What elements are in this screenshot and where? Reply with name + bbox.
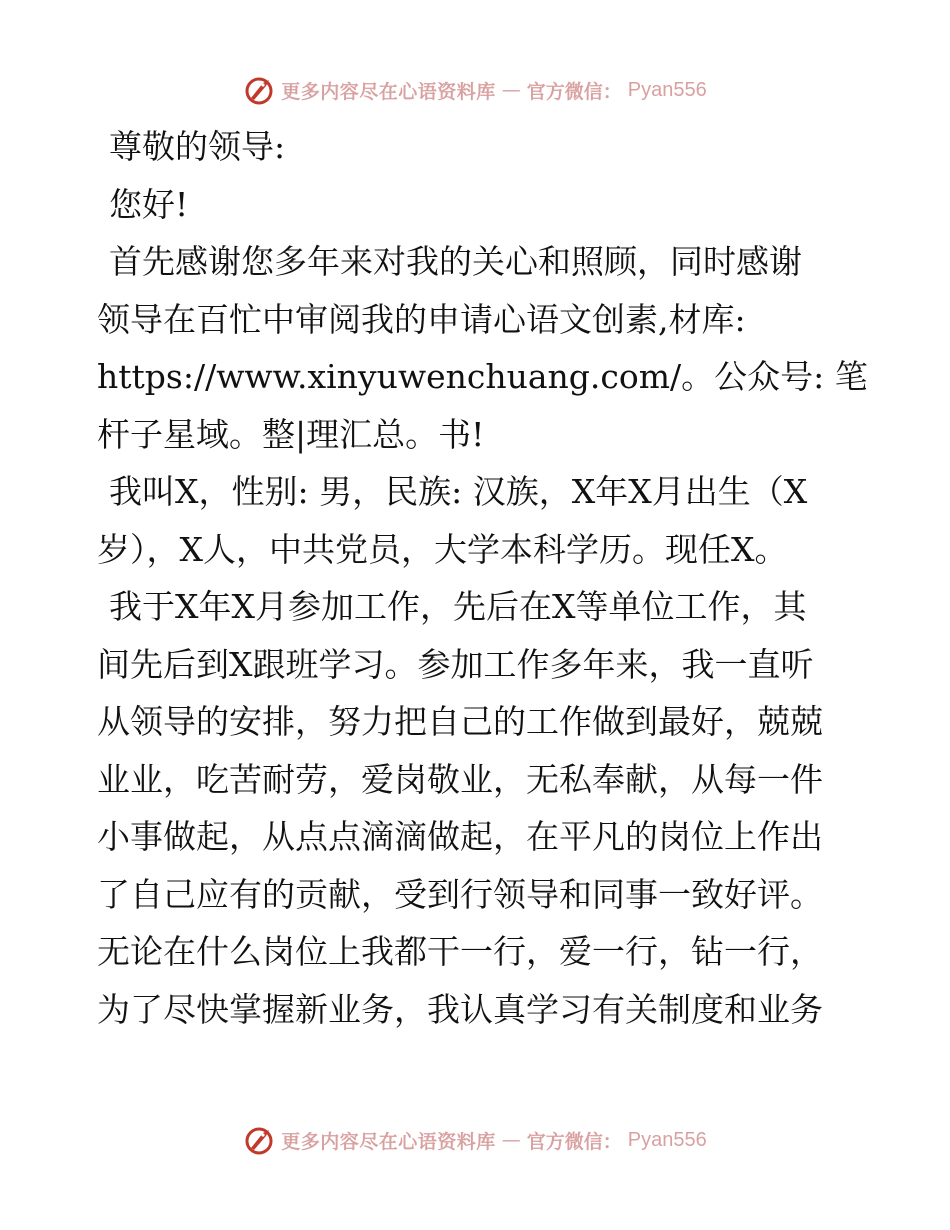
greeting-line: 您好! [109,184,189,224]
body-line: 为了尽快掌握新业务，我认真学习有关制度和业务 [97,989,823,1029]
body-line: 业业，吃苦耐劳，爱岗敬业，无私奉献，从每一件 [97,759,823,799]
body-line: 首先感谢您多年来对我的关心和照顾，同时感谢 [109,242,802,281]
body-line: 间先后到X跟班学习。参加工作多年来，我一直听 [97,644,814,684]
header-wechat-label: 官方微信： [526,80,622,103]
body-line: 我叫X，性别: 男，民族: 汉族，X年X月出生（X [109,472,808,511]
footer-banner-dash: — [501,1129,521,1151]
pen-nib-logo-icon [243,1124,275,1156]
body-line: 领导在百忙中审阅我的申请心语文创素,材库: [97,299,746,339]
salutation-line: 尊敬的领导: [109,127,286,166]
pen-nib-logo-icon [243,74,275,106]
header-banner [0,70,950,110]
header-banner-text: 更多内容尽在心语资料库 [281,80,496,103]
footer-wechat-label: 官方微信： [526,1130,622,1153]
body-line: 小事做起，从点点滴滴做起，在平凡的岗位上作出 [97,817,823,856]
body-line-url: https://www.xinyuwenchuang.com/。公众号: 笔 [97,357,868,396]
header-banner-dash: — [501,79,521,101]
body-line: 从领导的安排，努力把自己的工作做到最好，兢兢 [97,702,823,741]
footer-wechat-id: Pyan556 [627,1128,707,1151]
body-line: 了自己应有的贡献，受到行领导和同事一致好评。 [97,874,823,914]
body-line: 无论在什么岗位上我都干一行，爱一行，钻一行， [97,932,823,971]
footer-banner-text: 更多内容尽在心语资料库 [281,1130,496,1153]
body-line: 岁），X人，中共党员，大学本科学历。现任X。 [97,529,788,569]
header-wechat-id: Pyan556 [627,78,707,101]
document-body [97,118,868,1038]
footer-banner [0,1120,950,1160]
body-line: 我于X年X月参加工作，先后在X等单位工作，其 [109,587,807,626]
body-line: 杆子星域。整|理汇总。书! [97,414,485,454]
